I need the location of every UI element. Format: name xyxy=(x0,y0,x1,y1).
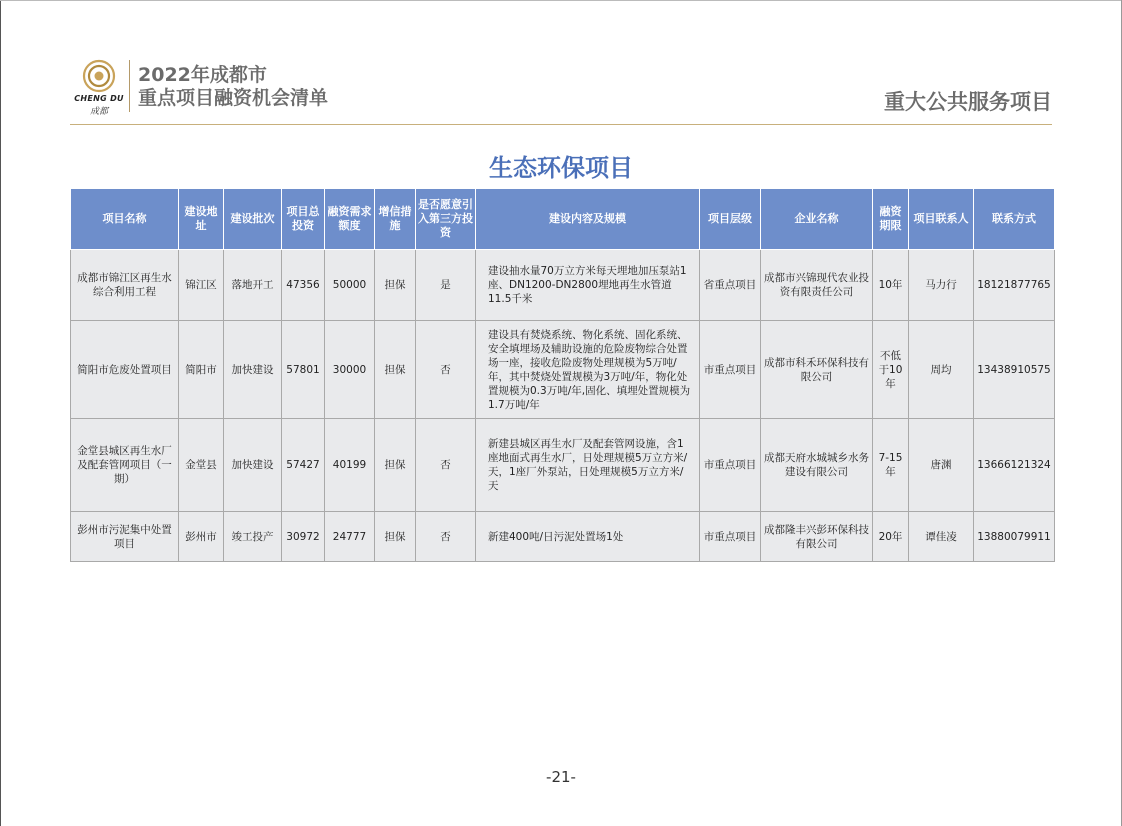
header-contact: 项目联系人 xyxy=(909,189,974,250)
table-row xyxy=(71,512,1055,562)
header-project-name: 项目名称 xyxy=(71,189,179,250)
category-title: 重大公共服务项目 xyxy=(884,90,1052,114)
cell-content: 新建400吨/日污泥处置场1处 xyxy=(476,512,700,562)
logo-text-cn: 成都 xyxy=(89,107,108,117)
table-row xyxy=(71,250,1055,321)
cell-batch: 加快建设 xyxy=(224,321,282,419)
document-title-line2: 重点项目融资机会清单 xyxy=(138,87,329,109)
cell-project-name: 金堂县城区再生水厂及配套管网项目（一期） xyxy=(71,419,179,512)
table-row xyxy=(71,321,1055,419)
cell-location: 彭州市 xyxy=(179,512,224,562)
cell-company: 成都天府水城城乡水务建设有限公司 xyxy=(761,419,873,512)
header-batch: 建设批次 xyxy=(224,189,282,250)
page-border-left xyxy=(0,0,1,826)
header-level: 项目层级 xyxy=(700,189,761,250)
cell-term: 7-15年 xyxy=(873,419,909,512)
cell-contact: 谭佳凌 xyxy=(909,512,974,562)
cell-credit-enhancement: 担保 xyxy=(375,419,416,512)
cell-content: 建设具有焚烧系统、物化系统、固化系统、安全填埋场及辅助设施的危险废物综合处置场一座，接收危险废物处理规模为5万吨/年，其中焚烧处置规模为3万吨/年，物化处置规模为0.3万吨/年,固化、填埋处置规模为1.7万吨/年 xyxy=(476,321,700,419)
logo-text-en: CHENG DU xyxy=(74,94,124,103)
header-content: 建设内容及规模 xyxy=(476,189,700,250)
cell-level: 市重点项目 xyxy=(700,321,761,419)
cell-credit-enhancement: 担保 xyxy=(375,250,416,321)
cell-term: 10年 xyxy=(873,250,909,321)
cell-content: 建设抽水量70万立方米每天埋地加压泵站1座、DN1200-DN2800埋地再生水管道11.5千米 xyxy=(476,250,700,321)
cell-total-investment: 57427 xyxy=(282,419,325,512)
cell-term: 20年 xyxy=(873,512,909,562)
table-header-row xyxy=(71,189,1055,250)
cell-financing-amount: 30000 xyxy=(325,321,375,419)
cell-credit-enhancement: 担保 xyxy=(375,321,416,419)
cell-project-name: 成都市锦江区再生水综合利用工程 xyxy=(71,250,179,321)
cell-phone: 13880079911 xyxy=(974,512,1055,562)
section-title: 生态环保项目 xyxy=(489,154,633,182)
cell-contact: 唐渊 xyxy=(909,419,974,512)
sun-logo-icon xyxy=(74,58,124,94)
cell-phone: 18121877765 xyxy=(974,250,1055,321)
table-row xyxy=(71,419,1055,512)
cell-project-name: 彭州市污泥集中处置项目 xyxy=(71,512,179,562)
cell-total-investment: 47356 xyxy=(282,250,325,321)
cell-phone: 13666121324 xyxy=(974,419,1055,512)
cell-third-party: 否 xyxy=(416,419,476,512)
cell-level: 市重点项目 xyxy=(700,419,761,512)
cell-batch: 竣工投产 xyxy=(224,512,282,562)
cell-total-investment: 57801 xyxy=(282,321,325,419)
cell-phone: 13438910575 xyxy=(974,321,1055,419)
page-border-top xyxy=(0,0,1122,1)
cell-batch: 落地开工 xyxy=(224,250,282,321)
document-title-line1: 2022年成都市 xyxy=(138,64,267,86)
header-company: 企业名称 xyxy=(761,189,873,250)
header-total-investment: 项目总投资 xyxy=(282,189,325,250)
cell-content: 新建县城区再生水厂及配套管网设施，含1座地面式再生水厂，日处理规模5万立方米/天，1座厂外泵站，日处理规模5万立方米/天 xyxy=(476,419,700,512)
cell-location: 金堂县 xyxy=(179,419,224,512)
cell-contact: 周均 xyxy=(909,321,974,419)
cell-company: 成都市兴锦现代农业投资有限责任公司 xyxy=(761,250,873,321)
logo-divider xyxy=(129,60,130,112)
cell-third-party: 否 xyxy=(416,321,476,419)
cell-third-party: 是 xyxy=(416,250,476,321)
document-title xyxy=(138,64,328,110)
header-credit-enhancement: 增信措施 xyxy=(375,189,416,250)
cell-level: 市重点项目 xyxy=(700,512,761,562)
cell-contact: 马力行 xyxy=(909,250,974,321)
cell-batch: 加快建设 xyxy=(224,419,282,512)
cell-financing-amount: 50000 xyxy=(325,250,375,321)
header-third-party: 是否愿意引入第三方投资 xyxy=(416,189,476,250)
cell-financing-amount: 24777 xyxy=(325,512,375,562)
cell-level: 省重点项目 xyxy=(700,250,761,321)
cell-location: 锦江区 xyxy=(179,250,224,321)
header-phone: 联系方式 xyxy=(974,189,1055,250)
header-financing-amount: 融资需求额度 xyxy=(325,189,375,250)
cell-term: 不低于10年 xyxy=(873,321,909,419)
page-number: -21- xyxy=(546,768,576,786)
cell-financing-amount: 40199 xyxy=(325,419,375,512)
cell-company: 成都市科禾环保科技有限公司 xyxy=(761,321,873,419)
cell-company: 成都隆丰兴彭环保科技有限公司 xyxy=(761,512,873,562)
cell-total-investment: 30972 xyxy=(282,512,325,562)
cell-location: 简阳市 xyxy=(179,321,224,419)
header-term: 融资期限 xyxy=(873,189,909,250)
cell-project-name: 简阳市危废处置项目 xyxy=(71,321,179,419)
chengdu-logo xyxy=(74,58,124,118)
header-rule xyxy=(70,124,1052,125)
cell-credit-enhancement: 担保 xyxy=(375,512,416,562)
cell-third-party: 否 xyxy=(416,512,476,562)
header-location: 建设地址 xyxy=(179,189,224,250)
projects-table xyxy=(70,188,1055,562)
